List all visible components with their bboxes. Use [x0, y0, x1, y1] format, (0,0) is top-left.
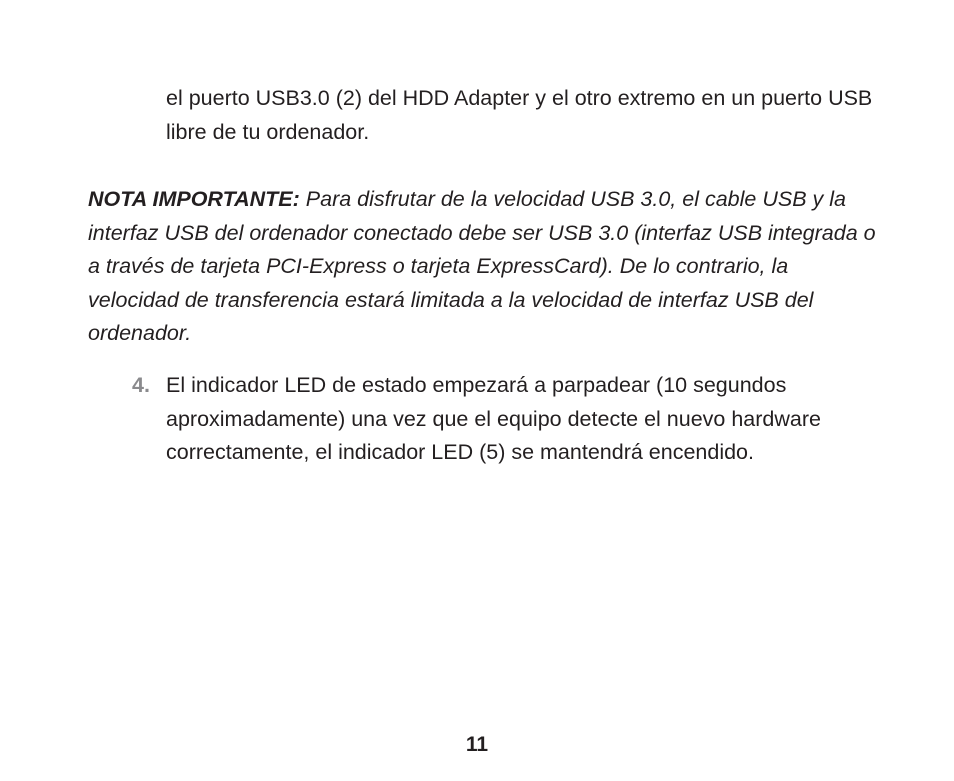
step-number: 4. — [132, 373, 150, 397]
note-text: Para disfrutar de la velocidad USB 3.0, el cable USB y la interfaz USB del ordenador conectado debe ser USB 3.0 (interfaz USB integrada o a través de tarjeta PCI-Express o tarjeta ExpressCard). De lo contrario, la velocidad de transferencia estará limitada a la velocidad de interfaz USB del ordenador. — [88, 187, 876, 345]
continuation-paragraph: el puerto USB3.0 (2) del HDD Adapter y el otro extremo en un puerto USB libre de tu ordenador. — [166, 86, 873, 144]
note-label: NOTA IMPORTANTE: — [88, 187, 300, 211]
important-note — [88, 183, 878, 351]
step-text: El indicador LED de estado empezará a parpadear (10 segundos aproximadamente) una vez que el equipo detecte el nuevo hardware correctamente, el indicador LED (5) se mantendrá encendido. — [166, 373, 821, 464]
page-number: 11 — [465, 733, 489, 756]
